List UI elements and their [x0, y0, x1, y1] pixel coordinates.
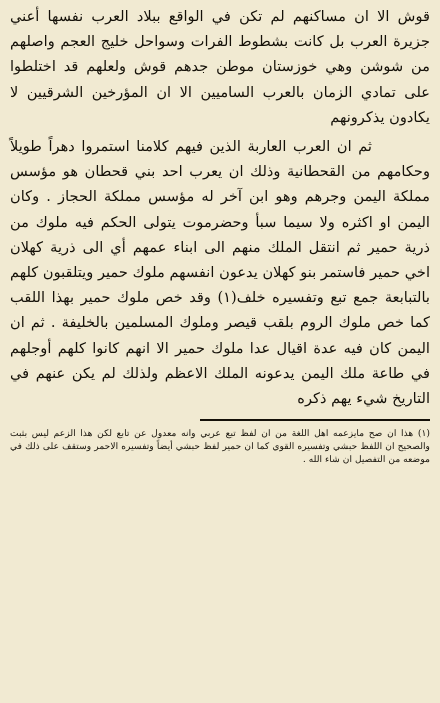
- footnote-separator: [200, 419, 430, 421]
- paragraph-1: قوش الا ان مساكنهم لم تكن في الواقع ببلاد العرب نفسها أعني جزيرة العرب بل كانت بشطوط الفرات وسواحل خليج العجم واصلهم من شوشن وهي خوزستان موطن جدهم قوش ولعلهم قد اختلطوا على تمادي الزمان بالعرب الساميين الا ان المؤرخين الشرقيين لا يكادون يذكرونهم: [10, 8, 430, 126]
- footnote: (١) هذا ان صح مايزعمه اهل اللغة من ان لفظ تبع عربي وانه معدول عن تابع لكن هذا الزعم ليس بثبت والصحيح ان اللفظ حبشي وتفسيره القوي كما ان حمير لفظ حبشي أيضاً وتفسيره الاحمر وستقف على ذلك في موضعه من التفصيل ان شاء الله .: [10, 428, 430, 466]
- paragraph-2: ثم ان العرب العاربة الذين فيهم كلامنا استمروا دهراً طويلاً وحكامهم من القحطانية وذلك ان يعرب احد بني قحطان هو مؤسس مملكة اليمن وجرهم وهو ابن آخر له مؤسس مملكة الحجاز . وكان اليمن او اكثره ولا سيما سبأ وحضرموت يتولى الحكم فيه ملوك من ذرية حمير ثم انتقل الملك منهم الى ابناء عمهم أي الى ذرية كهلان اخي حمير فاستمر بنو كهلان يدعون انفسهم ملوك حمير ويتلقبون كلهم بالتبابعة جمع تبع وتفسيره خلف(١) وقد خص ملوك حمير بهذا اللقب كما خص ملوك الروم بلقب قيصر وملوك المسلمين بالخليفة . ثم ان اليمن كان فيه عدة اقيال عدا ملوك حمير الا انهم كانوا كلهم أوجلهم في طاعة ملك اليمن يدعونه الملك الاعظم ولذلك لم يكن عنهم في التاريخ شيء يهم ذكره: [10, 138, 430, 408]
